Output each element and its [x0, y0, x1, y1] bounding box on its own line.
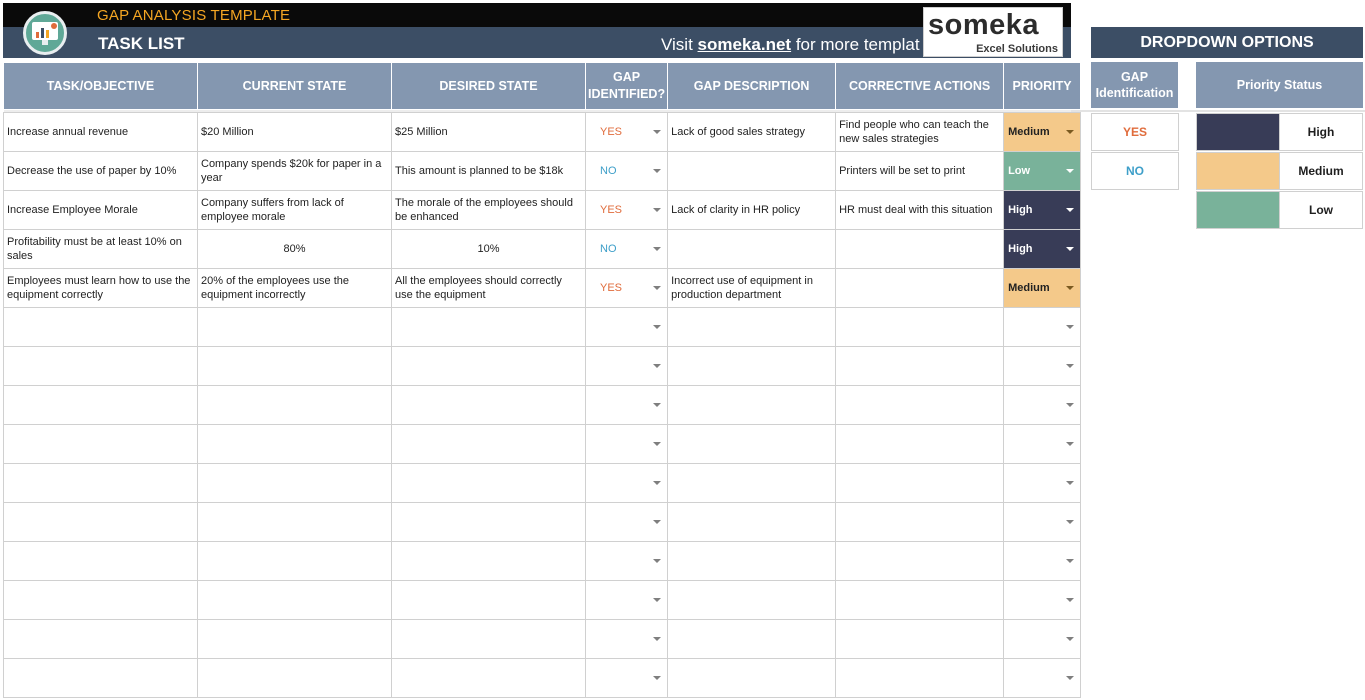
- priority-swatch-high: [1196, 113, 1280, 151]
- col-header-actions: CORRECTIVE ACTIONS: [836, 63, 1004, 110]
- task-cell[interactable]: [4, 659, 198, 698]
- priority-dropdown[interactable]: [1004, 347, 1081, 386]
- task-cell[interactable]: Decrease the use of paper by 10%: [4, 152, 198, 191]
- dropdown-options-title: DROPDOWN OPTIONS: [1091, 27, 1363, 58]
- task-cell[interactable]: [4, 308, 198, 347]
- corrective-actions-cell[interactable]: [836, 269, 1004, 308]
- task-cell[interactable]: Employees must learn how to use the equipment correctly: [4, 269, 198, 308]
- gap-identified-dropdown[interactable]: [586, 308, 668, 347]
- dropdown-arrow-icon[interactable]: [1066, 286, 1074, 290]
- empty-table-row: [4, 620, 1081, 659]
- corrective-actions-cell[interactable]: [836, 230, 1004, 269]
- desired-state-cell[interactable]: [392, 464, 586, 503]
- priority-dropdown[interactable]: [1004, 269, 1081, 308]
- task-cell[interactable]: [4, 542, 198, 581]
- gap-option-yes[interactable]: YES: [1091, 113, 1179, 151]
- current-state-cell[interactable]: [198, 425, 392, 464]
- priority-dropdown[interactable]: [1004, 113, 1081, 152]
- dropdown-arrow-icon[interactable]: [1066, 208, 1074, 212]
- priority-dropdown[interactable]: [1004, 620, 1081, 659]
- empty-table-row: [4, 581, 1081, 620]
- table-row: [4, 113, 1081, 152]
- priority-dropdown[interactable]: [1004, 308, 1081, 347]
- empty-table-row: [4, 347, 1081, 386]
- gap-identification-header: GAP Identification: [1091, 62, 1178, 108]
- corrective-actions-cell[interactable]: [836, 347, 1004, 386]
- gap-identified-dropdown[interactable]: [586, 659, 668, 698]
- corrective-actions-cell[interactable]: [836, 503, 1004, 542]
- desired-state-cell[interactable]: The morale of the employees should be enhanced: [392, 191, 586, 230]
- current-state-cell[interactable]: $20 Million: [198, 113, 392, 152]
- gap-value: NO: [600, 243, 617, 255]
- current-state-cell[interactable]: [198, 620, 392, 659]
- gap-identified-dropdown[interactable]: [586, 347, 668, 386]
- task-cell[interactable]: [4, 464, 198, 503]
- desired-state-cell[interactable]: [392, 347, 586, 386]
- app-title: GAP ANALYSIS TEMPLATE: [97, 7, 291, 24]
- gap-description-cell[interactable]: [668, 230, 836, 269]
- priority-option-medium[interactable]: Medium: [1279, 152, 1363, 190]
- table-row: [4, 152, 1081, 191]
- priority-dropdown[interactable]: [1004, 152, 1081, 191]
- promo-suffix: for more templat: [791, 35, 920, 54]
- gap-description-cell[interactable]: Lack of clarity in HR policy: [668, 191, 836, 230]
- gap-description-cell[interactable]: [668, 308, 836, 347]
- priority-status-header: Priority Status: [1196, 62, 1363, 108]
- gap-identified-dropdown[interactable]: [586, 191, 668, 230]
- col-header-desired: DESIRED STATE: [392, 63, 586, 110]
- dropdown-arrow-icon[interactable]: [653, 520, 661, 524]
- col-header-task: TASK/OBJECTIVE: [4, 63, 198, 110]
- task-cell[interactable]: [4, 620, 198, 659]
- gap-description-cell[interactable]: [668, 542, 836, 581]
- dropdown-arrow-icon[interactable]: [1066, 130, 1074, 134]
- brand-subtitle: Excel Solutions: [976, 43, 1058, 55]
- desired-state-cell[interactable]: [392, 542, 586, 581]
- current-state-cell[interactable]: 80%: [198, 230, 392, 269]
- corrective-actions-cell[interactable]: [836, 386, 1004, 425]
- priority-dropdown[interactable]: [1004, 425, 1081, 464]
- dropdown-arrow-icon[interactable]: [653, 637, 661, 641]
- corrective-actions-cell[interactable]: Printers will be set to print: [836, 152, 1004, 191]
- dropdown-arrow-icon[interactable]: [653, 169, 661, 173]
- dropdown-arrow-icon[interactable]: [653, 676, 661, 680]
- dropdown-arrow-icon[interactable]: [1066, 598, 1074, 602]
- dropdown-arrow-icon[interactable]: [1066, 169, 1074, 173]
- empty-table-row: [4, 503, 1081, 542]
- desired-state-cell[interactable]: This amount is planned to be $18k: [392, 152, 586, 191]
- priority-value: Medium: [1008, 126, 1050, 138]
- desired-state-cell[interactable]: [392, 308, 586, 347]
- dropdown-arrow-icon[interactable]: [1066, 520, 1074, 524]
- gap-identified-dropdown[interactable]: [586, 503, 668, 542]
- current-state-cell[interactable]: Company spends $20k for paper in a year: [198, 152, 392, 191]
- brand-name: someka: [928, 9, 1040, 41]
- dropdown-arrow-icon[interactable]: [1066, 442, 1074, 446]
- task-cell[interactable]: Increase annual revenue: [4, 113, 198, 152]
- task-cell[interactable]: [4, 503, 198, 542]
- empty-table-row: [4, 659, 1081, 698]
- current-state-cell[interactable]: [198, 542, 392, 581]
- promo-prefix: Visit: [661, 35, 698, 54]
- priority-value: Medium: [1008, 282, 1050, 294]
- priority-dropdown[interactable]: [1004, 659, 1081, 698]
- corrective-actions-cell[interactable]: [836, 308, 1004, 347]
- gap-description-cell[interactable]: [668, 464, 836, 503]
- priority-dropdown[interactable]: [1004, 542, 1081, 581]
- gap-description-cell[interactable]: Lack of good sales strategy: [668, 113, 836, 152]
- options-separator: [1071, 110, 1365, 112]
- current-state-cell[interactable]: [198, 347, 392, 386]
- someka-link[interactable]: someka.net: [697, 35, 792, 54]
- empty-table-row: [4, 464, 1081, 503]
- dropdown-arrow-icon[interactable]: [653, 364, 661, 368]
- gap-value: YES: [600, 204, 623, 216]
- dropdown-arrow-icon[interactable]: [653, 559, 661, 563]
- empty-table-row: [4, 386, 1081, 425]
- dropdown-arrow-icon[interactable]: [1066, 403, 1074, 407]
- priority-swatch-low: [1196, 191, 1280, 229]
- task-cell[interactable]: [4, 386, 198, 425]
- gap-identified-dropdown[interactable]: [586, 581, 668, 620]
- dropdown-arrow-icon[interactable]: [1066, 676, 1074, 680]
- gap-description-cell[interactable]: [668, 659, 836, 698]
- desired-state-cell[interactable]: [392, 620, 586, 659]
- priority-option-high[interactable]: High: [1279, 113, 1363, 151]
- priority-value: Low: [1008, 165, 1031, 177]
- dropdown-arrow-icon[interactable]: [653, 598, 661, 602]
- empty-table-row: [4, 308, 1081, 347]
- desired-state-cell[interactable]: [392, 503, 586, 542]
- col-header-description: GAP DESCRIPTION: [668, 63, 836, 110]
- dropdown-arrow-icon[interactable]: [1066, 247, 1074, 251]
- desired-state-cell[interactable]: [392, 581, 586, 620]
- gap-description-cell[interactable]: Incorrect use of equipment in production department: [668, 269, 836, 308]
- table-row: [4, 269, 1081, 308]
- gap-identified-dropdown[interactable]: [586, 425, 668, 464]
- task-cell[interactable]: [4, 581, 198, 620]
- desired-state-cell[interactable]: [392, 659, 586, 698]
- current-state-cell[interactable]: Company suffers from lack of employee morale: [198, 191, 392, 230]
- gap-value: NO: [600, 165, 617, 177]
- brand-logo[interactable]: [923, 7, 1063, 57]
- dropdown-arrow-icon[interactable]: [653, 325, 661, 329]
- dropdown-arrow-icon[interactable]: [653, 403, 661, 407]
- col-header-current: CURRENT STATE: [198, 63, 392, 110]
- gap-identified-dropdown[interactable]: [586, 464, 668, 503]
- corrective-actions-cell[interactable]: [836, 659, 1004, 698]
- corrective-actions-cell[interactable]: [836, 620, 1004, 659]
- col-header-gap: GAP IDENTIFIED?: [586, 63, 668, 110]
- gap-identified-dropdown[interactable]: [586, 230, 668, 269]
- gap-identified-dropdown[interactable]: [586, 269, 668, 308]
- priority-value: High: [1008, 204, 1033, 216]
- dropdown-arrow-icon[interactable]: [1066, 481, 1074, 485]
- chart-report-icon: [23, 11, 67, 55]
- gap-option-no[interactable]: NO: [1091, 152, 1179, 190]
- current-state-cell[interactable]: [198, 659, 392, 698]
- current-state-cell[interactable]: [198, 581, 392, 620]
- gap-description-cell[interactable]: [668, 425, 836, 464]
- current-state-cell[interactable]: [198, 464, 392, 503]
- priority-dropdown[interactable]: [1004, 503, 1081, 542]
- gap-identified-dropdown[interactable]: [586, 152, 668, 191]
- current-state-cell[interactable]: [198, 308, 392, 347]
- priority-dropdown[interactable]: [1004, 386, 1081, 425]
- gap-description-cell[interactable]: [668, 581, 836, 620]
- table-row: [4, 230, 1081, 269]
- gap-description-cell[interactable]: [668, 503, 836, 542]
- corrective-actions-cell[interactable]: [836, 581, 1004, 620]
- task-body: [4, 113, 1081, 698]
- gap-description-cell[interactable]: [668, 386, 836, 425]
- current-state-cell[interactable]: 20% of the employees use the equipment incorrectly: [198, 269, 392, 308]
- dropdown-arrow-icon[interactable]: [653, 208, 661, 212]
- dropdown-arrow-icon[interactable]: [653, 286, 661, 290]
- dropdown-arrow-icon[interactable]: [653, 247, 661, 251]
- promo-text: [661, 35, 920, 55]
- table-row: [4, 191, 1081, 230]
- desired-state-cell[interactable]: [392, 386, 586, 425]
- banner: [3, 3, 1071, 58]
- task-cell[interactable]: [4, 347, 198, 386]
- gap-identified-dropdown[interactable]: [586, 113, 668, 152]
- gap-value: YES: [600, 126, 623, 138]
- dropdown-arrow-icon[interactable]: [1066, 325, 1074, 329]
- corrective-actions-cell[interactable]: HR must deal with this situation: [836, 191, 1004, 230]
- dropdown-arrow-icon[interactable]: [653, 442, 661, 446]
- desired-state-cell[interactable]: 10%: [392, 230, 586, 269]
- gap-description-cell[interactable]: [668, 152, 836, 191]
- priority-value: High: [1008, 243, 1033, 255]
- current-state-cell[interactable]: [198, 386, 392, 425]
- desired-state-cell[interactable]: $25 Million: [392, 113, 586, 152]
- task-cell[interactable]: [4, 425, 198, 464]
- desired-state-cell[interactable]: All the employees should correctly use the equipment: [392, 269, 586, 308]
- dropdown-arrow-icon[interactable]: [653, 130, 661, 134]
- priority-dropdown[interactable]: [1004, 464, 1081, 503]
- corrective-actions-cell[interactable]: Find people who can teach the new sales strategies: [836, 113, 1004, 152]
- gap-identified-dropdown[interactable]: [586, 620, 668, 659]
- gap-value: YES: [600, 282, 623, 294]
- dropdown-arrow-icon[interactable]: [1066, 559, 1074, 563]
- desired-state-cell[interactable]: [392, 425, 586, 464]
- gap-identified-dropdown[interactable]: [586, 542, 668, 581]
- corrective-actions-cell[interactable]: [836, 425, 1004, 464]
- gap-identified-dropdown[interactable]: [586, 386, 668, 425]
- corrective-actions-cell[interactable]: [836, 464, 1004, 503]
- corrective-actions-cell[interactable]: [836, 542, 1004, 581]
- current-state-cell[interactable]: [198, 503, 392, 542]
- priority-swatch-medium: [1196, 152, 1280, 190]
- task-cell[interactable]: Increase Employee Morale: [4, 191, 198, 230]
- priority-option-low[interactable]: Low: [1279, 191, 1363, 229]
- priority-dropdown[interactable]: [1004, 191, 1081, 230]
- priority-dropdown[interactable]: [1004, 230, 1081, 269]
- table-header-row: [4, 63, 1081, 110]
- col-header-priority: PRIORITY: [1004, 63, 1081, 110]
- dropdown-arrow-icon[interactable]: [1066, 364, 1074, 368]
- empty-table-row: [4, 542, 1081, 581]
- gap-description-cell[interactable]: [668, 620, 836, 659]
- empty-table-row: [4, 425, 1081, 464]
- task-cell[interactable]: Profitability must be at least 10% on sales: [4, 230, 198, 269]
- dropdown-arrow-icon[interactable]: [653, 481, 661, 485]
- sheet-title: TASK LIST: [98, 34, 185, 53]
- dropdown-arrow-icon[interactable]: [1066, 637, 1074, 641]
- task-table: [3, 62, 1081, 698]
- gap-description-cell[interactable]: [668, 347, 836, 386]
- priority-dropdown[interactable]: [1004, 581, 1081, 620]
